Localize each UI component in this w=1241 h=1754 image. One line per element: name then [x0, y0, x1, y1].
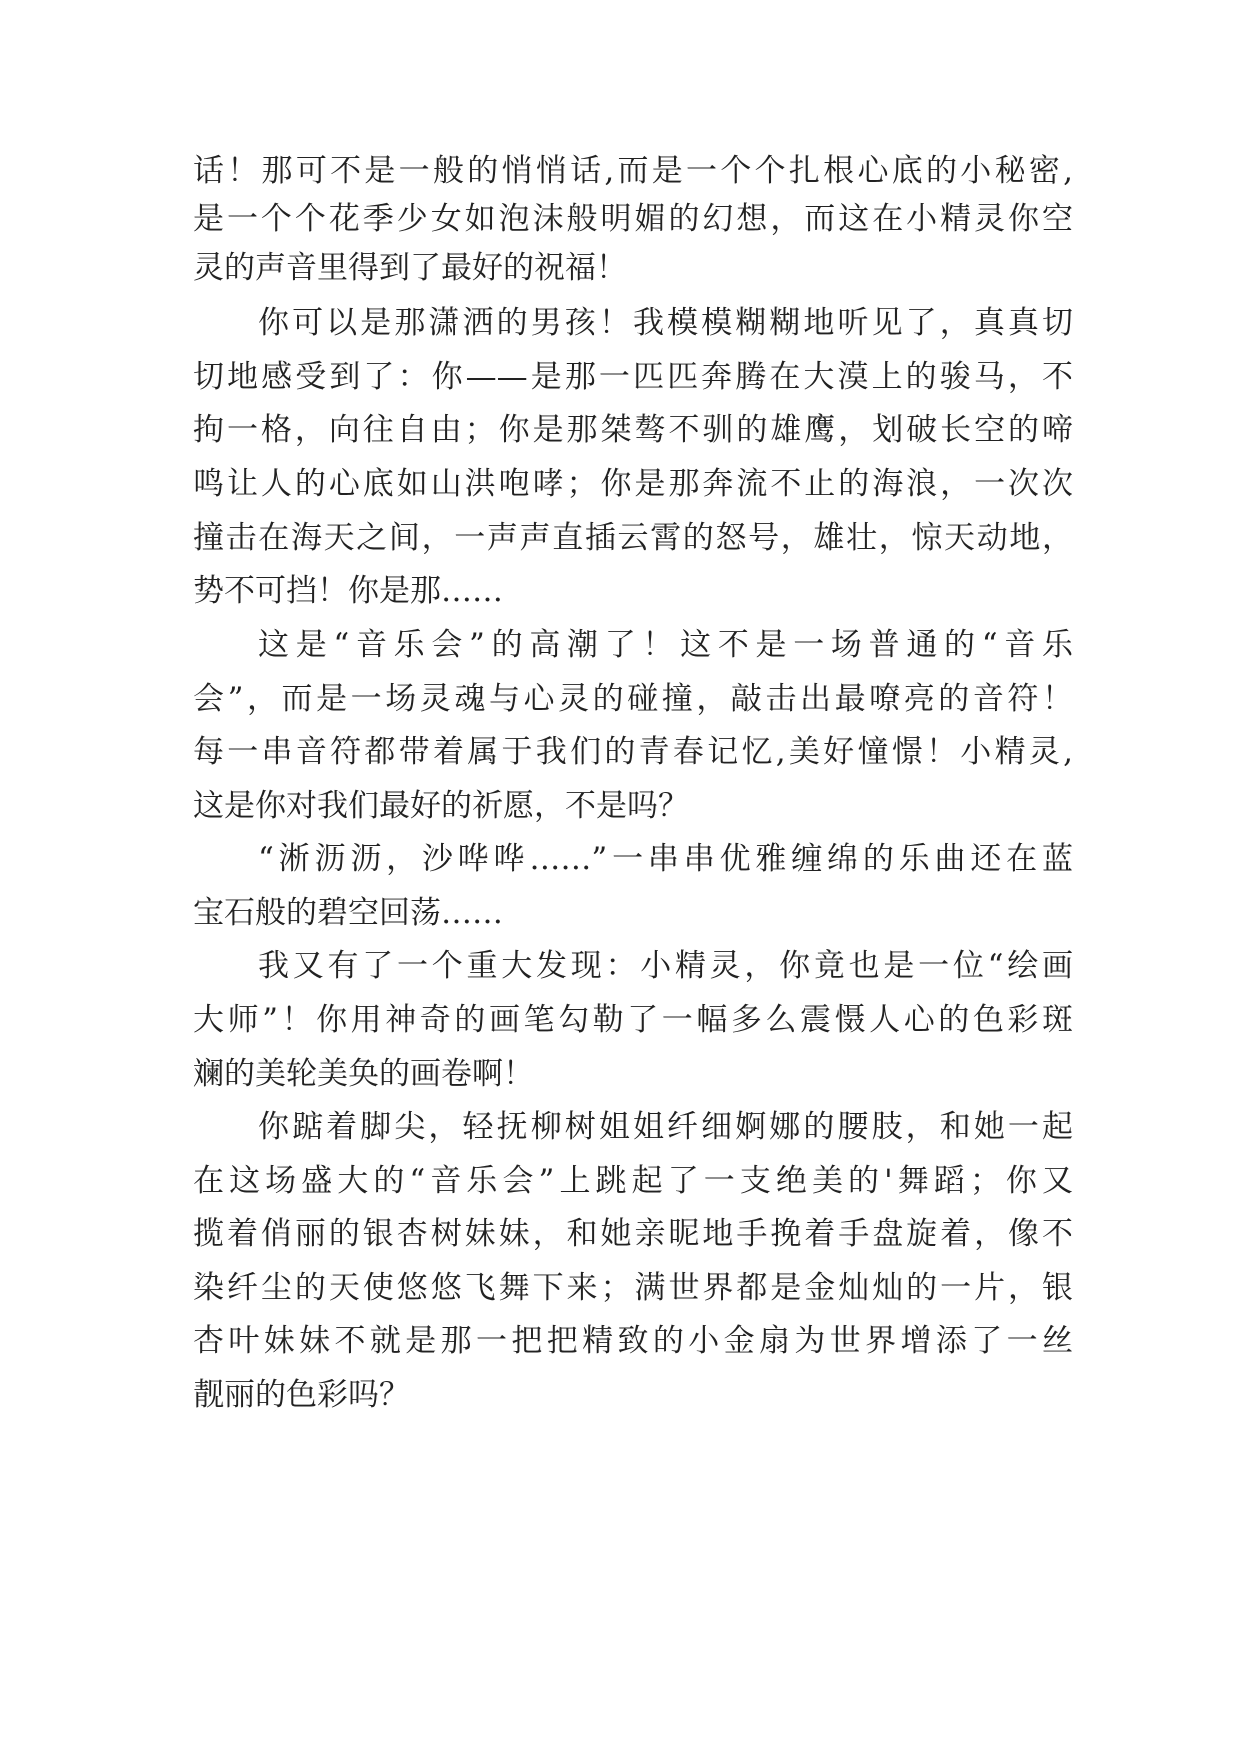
text-line: 染纤尘的天使悠悠飞舞下来；满世界都是金灿灿的一片，银 [193, 1270, 1073, 1306]
text-line: “淅沥沥，沙哗哗……”一串串优雅缠绵的乐曲还在蓝 [258, 841, 1073, 877]
text-line: 斓的美轮美奂的画卷啊！ [193, 1056, 534, 1092]
text-line: 话！那可不是一般的悄悄话,而是一个个扎根心底的小秘密, [193, 153, 1073, 189]
text-line: 这是“音乐会”的高潮了！这不是一场普通的“音乐 [258, 627, 1073, 663]
text-line: 是一个个花季少女如泡沫般明媚的幻想，而这在小精灵你空 [193, 201, 1073, 237]
text-line: 靓丽的色彩吗？ [193, 1377, 410, 1413]
text-line: 鸣让人的心底如山洪咆哮；你是那奔流不止的海浪，一次次 [193, 466, 1073, 502]
text-line: 你踮着脚尖，轻抚柳树姐姐纤细婀娜的腰肢，和她一起 [258, 1109, 1073, 1145]
text-line: 大师”！你用神奇的画笔勾勒了一幅多么震慑人心的色彩斑 [193, 1002, 1073, 1038]
text-line: 每一串音符都带着属于我们的青春记忆,美好憧憬！小精灵, [193, 734, 1073, 770]
text-line: 宝石般的碧空回荡…… [193, 895, 503, 931]
text-line: 势不可挡！你是那…… [193, 573, 503, 609]
text-line: 在这场盛大的“音乐会”上跳起了一支绝美的'舞蹈；你又 [193, 1163, 1073, 1199]
text-line: 灵的声音里得到了最好的祝福！ [193, 250, 627, 286]
text-line: 你可以是那潇洒的男孩！我模模糊糊地听见了，真真切 [258, 305, 1073, 341]
text-line: 这是你对我们最好的祈愿，不是吗？ [193, 788, 689, 824]
text-line: 会”，而是一场灵魂与心灵的碰撞，敲击出最嘹亮的音符！ [193, 681, 1073, 717]
text-line: 杏叶妹妹不就是那一把把精致的小金扇为世界增添了一丝 [193, 1323, 1073, 1359]
text-line: 撞击在海天之间，一声声直插云霄的怒号，雄壮，惊天动地， [193, 520, 1073, 556]
text-line: 拘一格，向往自由；你是那桀骜不驯的雄鹰，划破长空的啼 [193, 412, 1073, 448]
text-line: 我又有了一个重大发现：小精灵，你竟也是一位“绘画 [258, 948, 1073, 984]
text-line: 揽着俏丽的银杏树妹妹，和她亲昵地手挽着手盘旋着，像不 [193, 1216, 1073, 1252]
text-line: 切地感受到了：你——是那一匹匹奔腾在大漠上的骏马，不 [193, 359, 1073, 395]
